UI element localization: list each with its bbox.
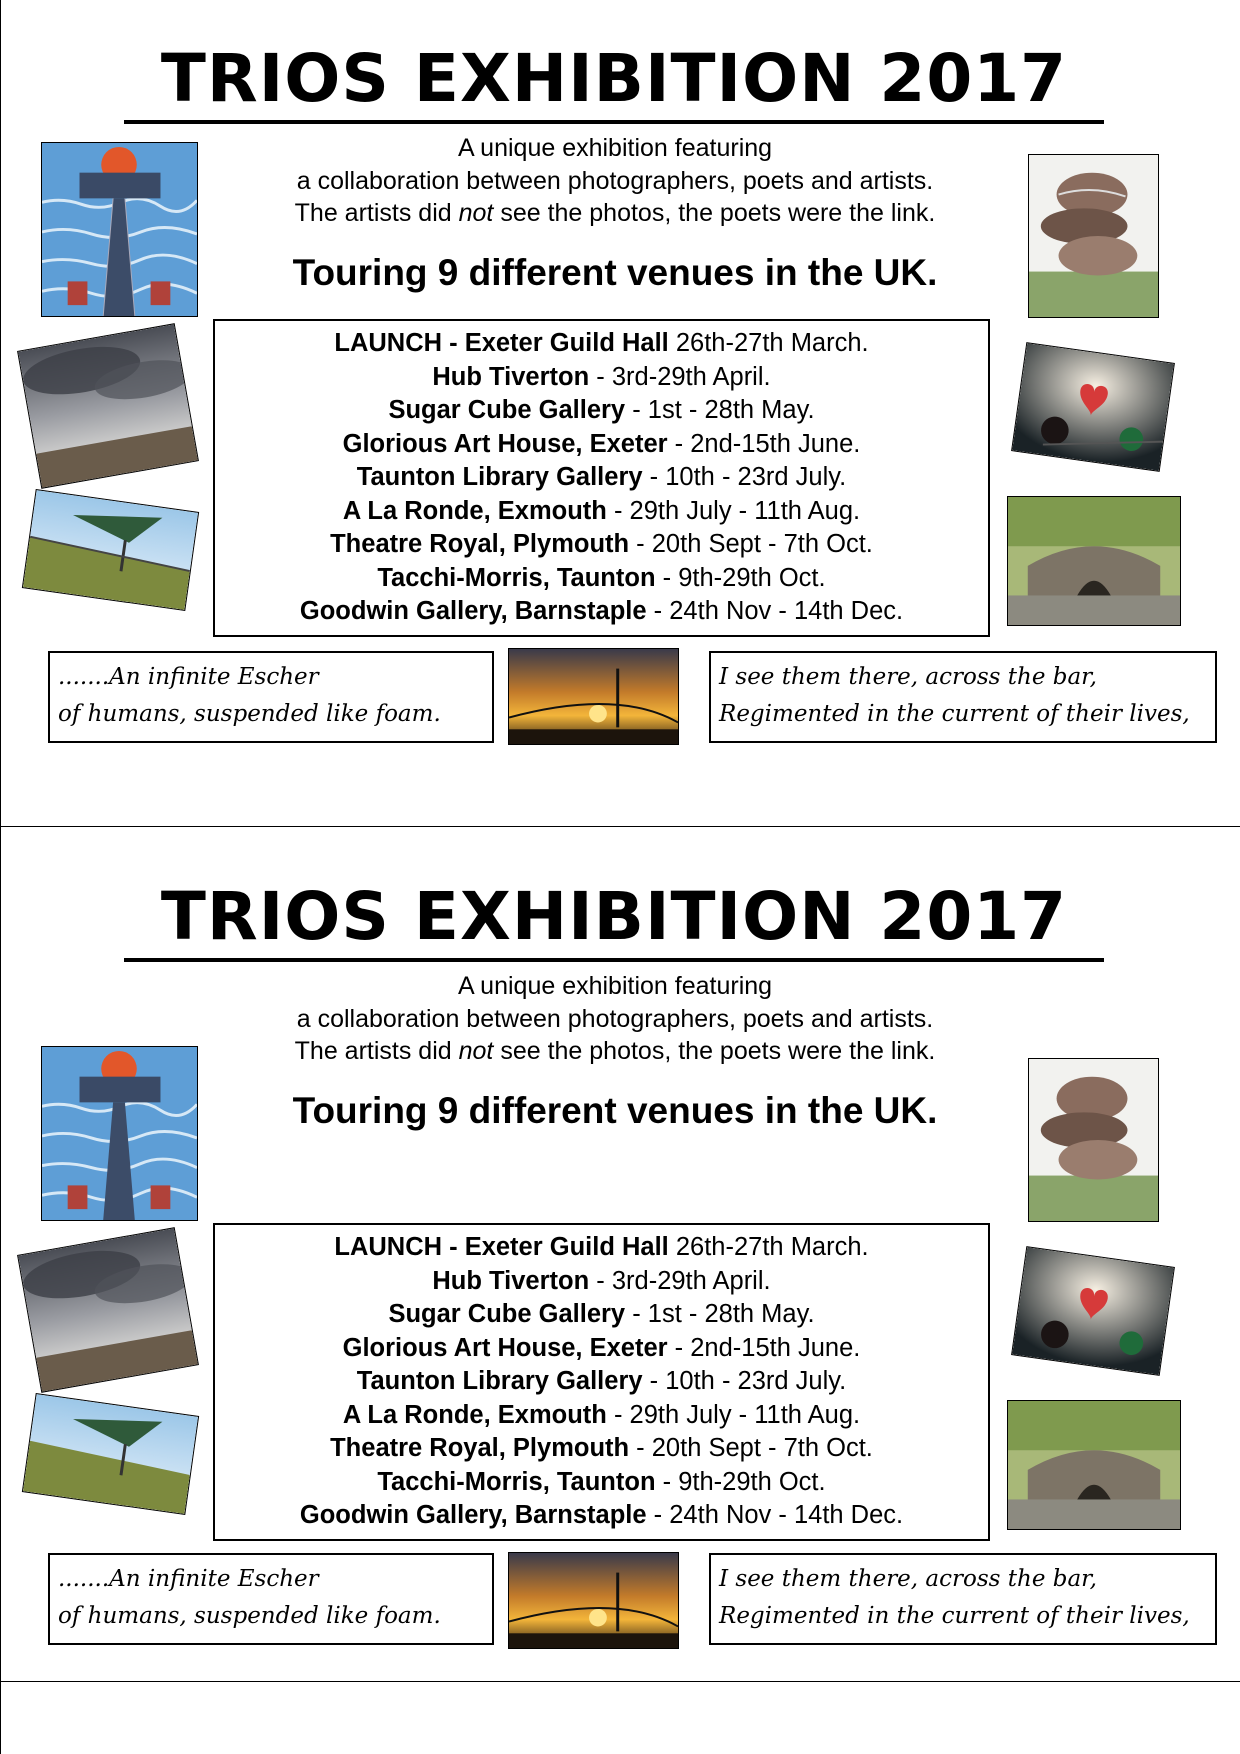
- intro-line: A unique exhibition featuring: [457, 134, 773, 162]
- intro-line: A unique exhibition featuring: [457, 972, 773, 1000]
- venue-name: Hub Tiverton: [432, 362, 590, 391]
- venue-name: Taunton Library Gallery: [356, 463, 643, 491]
- venue-line: [215, 495, 988, 529]
- venue-dates: - 1st - 28th May.: [625, 396, 815, 424]
- venue-name: Sugar Cube Gallery: [388, 1300, 626, 1328]
- flyer-title: TRIOS EXHIBITION 2017: [124, 38, 1104, 124]
- venue-name: Theatre Royal, Plymouth: [330, 530, 630, 558]
- venue-name: Goodwin Gallery, Barnstaple: [299, 1501, 647, 1529]
- venue-name: Taunton Library Gallery: [356, 1367, 643, 1395]
- venue-name: Theatre Royal, Plymouth: [330, 1434, 630, 1462]
- venue-dates: - 2nd-15th June.: [667, 429, 861, 458]
- heart-marbles-icon: [1011, 1246, 1175, 1376]
- intro-text-part: see the photos, the poets were the link.: [493, 199, 936, 227]
- venue-dates: - 29th July - 11th Aug.: [606, 496, 861, 525]
- intro-text-part: The artists did: [294, 1037, 459, 1065]
- venue-dates: 26th-27th March.: [668, 1233, 869, 1261]
- intro-line: a collaboration between photographers, poets and artists.: [296, 1004, 934, 1033]
- venue-name: Sugar Cube Gallery: [388, 396, 626, 424]
- intro-line: [225, 197, 1005, 230]
- venue-line: [215, 428, 988, 462]
- quote-left: [48, 651, 494, 743]
- photos-bottom: [0, 900, 1240, 1600]
- quote-line: I see them there, across the bar,: [719, 664, 1097, 690]
- venue-line: [215, 461, 988, 495]
- intro-emphasis: not: [458, 199, 494, 227]
- storm-sea-icon: [17, 1227, 199, 1393]
- quote-line: .......An infinite Escher: [58, 1566, 319, 1592]
- heart-marbles-icon: [1011, 342, 1175, 472]
- quote-line: of humans, suspended like foam.: [58, 701, 441, 727]
- storm-sea-icon: [17, 323, 199, 489]
- sunset-bridge-icon: [508, 1552, 679, 1649]
- pier-painting-icon: [41, 142, 198, 317]
- intro-text-part: The artists did: [294, 199, 459, 227]
- venue-name: Goodwin Gallery, Barnstaple: [299, 597, 647, 625]
- stone-bridge-icon: [1007, 496, 1181, 626]
- venue-line: [215, 327, 988, 361]
- cut-line: [0, 1681, 1240, 1682]
- venue-name: Hub Tiverton: [432, 1266, 590, 1295]
- sunset-bridge-icon: [508, 648, 679, 745]
- venue-line: [215, 528, 988, 562]
- quote-right: [709, 651, 1217, 743]
- venue-dates: - 10th - 23rd July.: [642, 1367, 847, 1395]
- intro-emphasis: not: [458, 1037, 494, 1065]
- pier-walkway-icon: [22, 1393, 199, 1515]
- quote-line: of humans, suspended like foam.: [58, 1603, 441, 1629]
- venue-line: [215, 394, 988, 428]
- venue-dates: 26th-27th March.: [668, 329, 869, 357]
- venue-name: A La Ronde, Exmouth: [342, 496, 607, 525]
- venue-dates: - 1st - 28th May.: [625, 1300, 815, 1328]
- venue-line: [215, 361, 988, 395]
- venue-dates: - 2nd-15th June.: [667, 1333, 861, 1362]
- intro-text-part: see the photos, the poets were the link.: [493, 1037, 936, 1065]
- venue-dates: - 24th Nov - 14th Dec.: [646, 597, 904, 625]
- balanced-rocks-icon: [1028, 1058, 1159, 1222]
- venue-list: [213, 319, 990, 637]
- quote-line: .......An infinite Escher: [58, 664, 319, 690]
- quote-line: Regimented in the current of their lives,: [719, 1603, 1190, 1629]
- venue-name: LAUNCH - Exeter Guild Hall: [334, 329, 669, 357]
- cut-line: [0, 826, 1240, 827]
- venue-dates: - 3rd-29th April.: [589, 362, 771, 391]
- flyer-title: TRIOS EXHIBITION 2017: [124, 876, 1104, 962]
- pier-painting-icon: [41, 1046, 198, 1221]
- venue-name: Glorious Art House, Exeter: [342, 429, 668, 458]
- venue-dates: - 24th Nov - 14th Dec.: [646, 1501, 904, 1529]
- venue-name: Tacchi-Morris, Taunton: [377, 563, 656, 592]
- venue-name: Tacchi-Morris, Taunton: [377, 1467, 656, 1496]
- intro-line: a collaboration between photographers, poets and artists.: [296, 166, 934, 195]
- balanced-rocks-icon: [1028, 154, 1159, 318]
- venue-dates: - 29th July - 11th Aug.: [606, 1400, 861, 1429]
- venue-name: Glorious Art House, Exeter: [342, 1333, 668, 1362]
- venue-dates: - 20th Sept - 7th Oct.: [629, 1434, 873, 1462]
- touring-heading: Touring 9 different venues in the UK.: [292, 252, 938, 293]
- venue-dates: - 3rd-29th April.: [589, 1266, 771, 1295]
- quote-line: I see them there, across the bar,: [719, 1566, 1097, 1592]
- venue-dates: - 9th-29th Oct.: [655, 1467, 826, 1496]
- touring-heading: Touring 9 different venues in the UK.: [292, 1090, 938, 1131]
- quote-line: Regimented in the current of their lives,: [719, 701, 1190, 727]
- intro-text: [225, 132, 1005, 230]
- venue-dates: - 9th-29th Oct.: [655, 563, 826, 592]
- stone-bridge-icon: [1007, 1400, 1181, 1530]
- venue-dates: - 20th Sept - 7th Oct.: [629, 530, 873, 558]
- venue-dates: - 10th - 23rd July.: [642, 463, 847, 491]
- venue-name: LAUNCH - Exeter Guild Hall: [334, 1233, 669, 1261]
- venue-line: [215, 595, 988, 629]
- venue-line: [215, 562, 988, 596]
- venue-name: A La Ronde, Exmouth: [342, 1400, 607, 1429]
